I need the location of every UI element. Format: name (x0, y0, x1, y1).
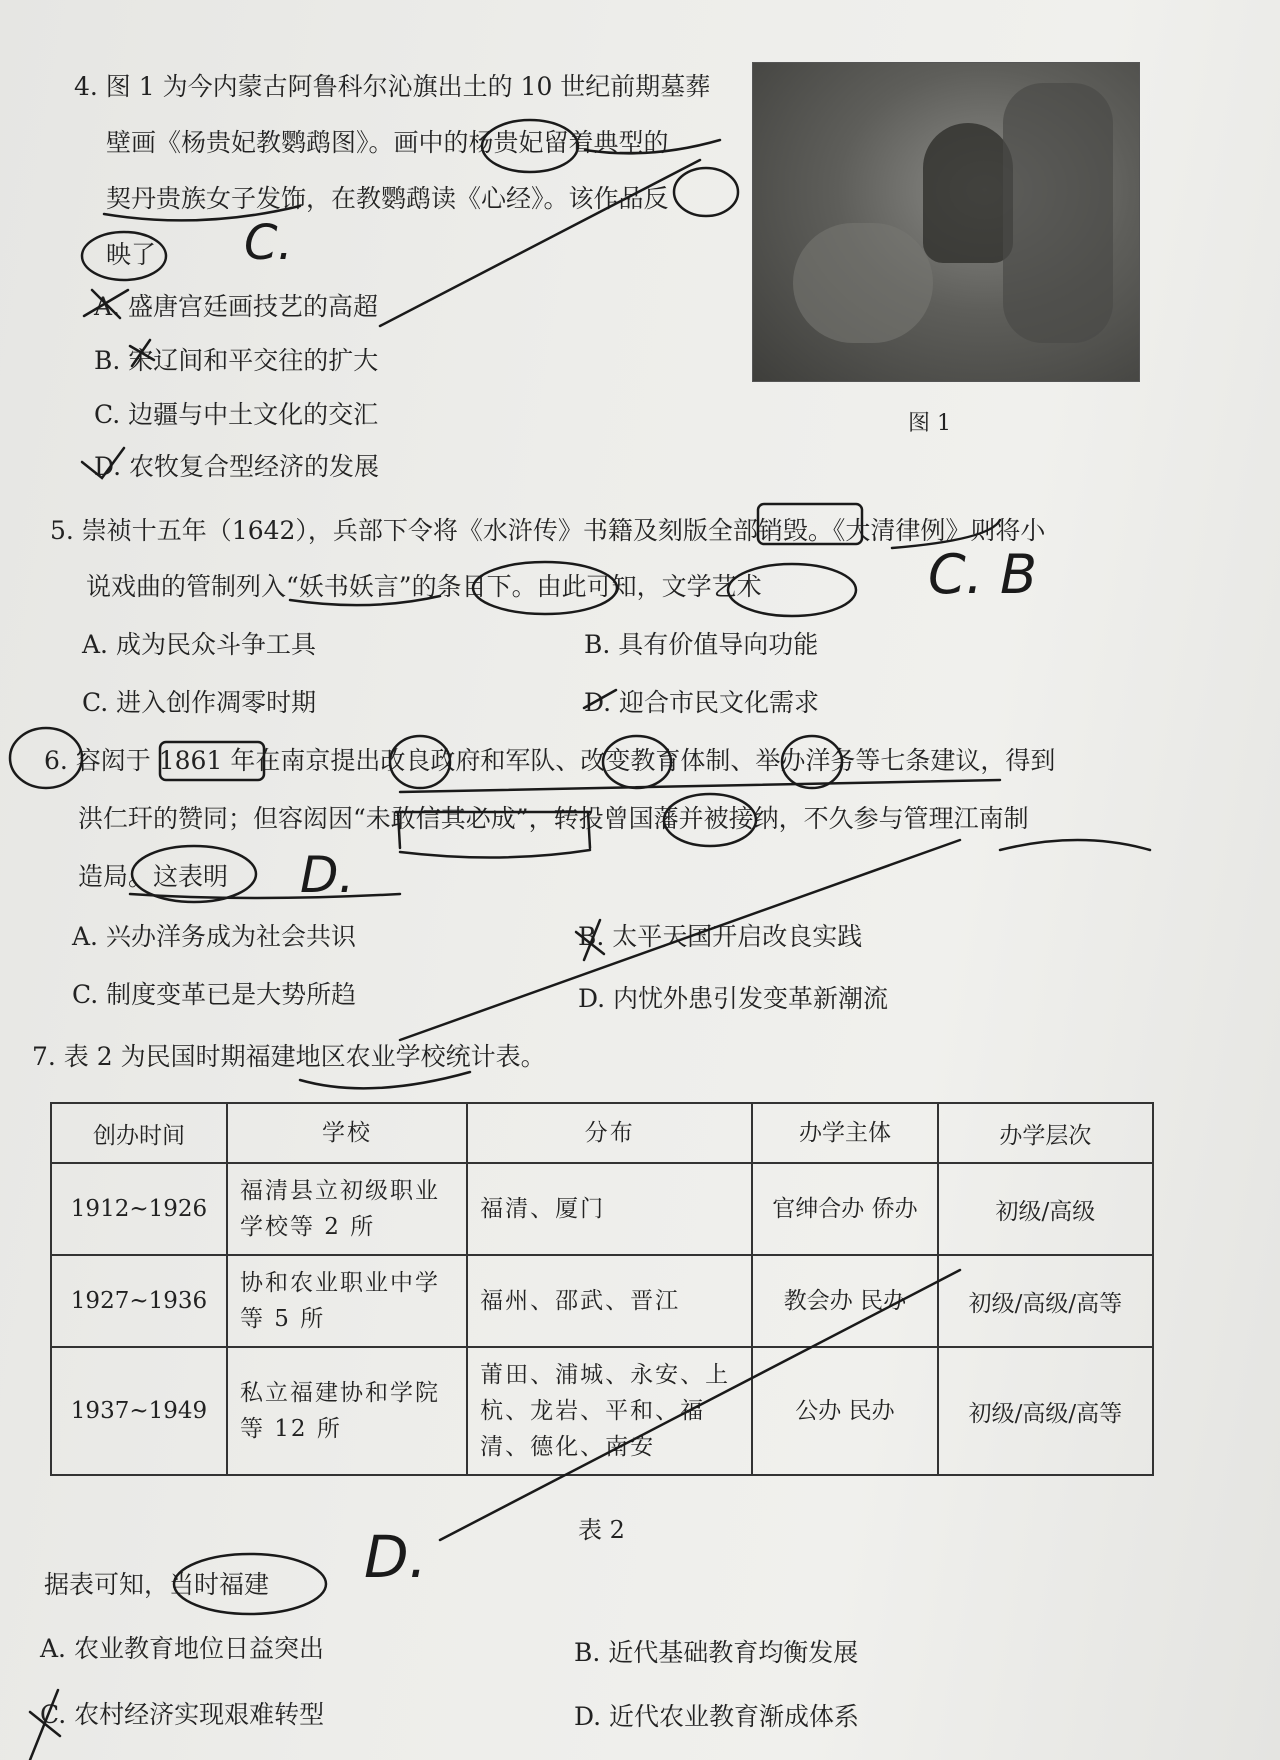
column-header: 分布 (467, 1103, 752, 1163)
q7-option-a: A. 农业教育地位日益突出 (40, 1634, 324, 1663)
column-header: 办学层次 (938, 1103, 1153, 1163)
column-header: 学校 (227, 1103, 467, 1163)
mural-figure-image (752, 62, 1140, 382)
q6-handwritten-answer: D. (300, 846, 355, 904)
q7-stem: 据表可知，当时福建 (44, 1570, 270, 1599)
q4-option-a: A. 盛唐宫廷画技艺的高超 (94, 292, 378, 321)
q5-option-c: C. 进入创作凋零时期 (82, 688, 317, 717)
cell-level: 初级/高级/高等 (938, 1347, 1153, 1475)
cell-school: 福清县立初级职业学校等 2 所 (227, 1163, 467, 1255)
cell-distribution: 福清、厦门 (467, 1163, 752, 1255)
q5-handwritten-answer: C. B (928, 543, 1038, 606)
table-row (51, 1163, 1153, 1255)
q7-intro: 7. 表 2 为民国时期福建地区农业学校统计表。 (32, 1042, 546, 1071)
q7-option-b: B. 近代基础教育均衡发展 (574, 1638, 859, 1667)
cell-distribution: 莆田、浦城、永安、上杭、龙岩、平和、福清、德化、南安 (467, 1347, 752, 1475)
cell-level: 初级/高级 (938, 1163, 1153, 1255)
q6-line-1: 6. 容闳于 1861 年在南京提出改良政府和军队、改变教育体制、举办洋务等七条建议，得到 (44, 746, 1056, 775)
q7-handwritten-answer: D. (364, 1523, 428, 1591)
q5-option-b: B. 具有价值导向功能 (584, 630, 819, 659)
q4-option-c: C. 边疆与中土文化的交汇 (94, 400, 379, 429)
q5-line-1: 5. 崇祯十五年（1642），兵部下令将《水浒传》书籍及刻版全部销毁。《大清律例》则将小 (50, 516, 1046, 545)
q5-option-d: D. 迎合市民文化需求 (584, 688, 820, 717)
q6-option-d: D. 内忧外患引发变革新潮流 (578, 984, 889, 1013)
cell-distribution: 福州、邵武、晋江 (467, 1255, 752, 1347)
column-header: 办学主体 (752, 1103, 937, 1163)
q4-line-2: 壁画《杨贵妃教鹦鹉图》。画中的杨贵妃留着典型的 (106, 128, 669, 157)
q5-option-a: A. 成为民众斗争工具 (82, 630, 316, 659)
q6-option-b: B. 太平天国开启改良实践 (578, 922, 863, 951)
cell-body: 教会办 民办 (752, 1255, 937, 1347)
q4-line-3: 契丹贵族女子发饰，在教鹦鹉读《心经》。该作品反 (106, 184, 669, 213)
figure-caption: 图 1 (908, 411, 951, 436)
q4-line-1: 4. 图 1 为今内蒙古阿鲁科尔沁旗出土的 10 世纪前期墓葬 (74, 72, 711, 101)
cell-school: 协和农业职业中学等 5 所 (227, 1255, 467, 1347)
q7-option-c: C. 农村经济实现艰难转型 (40, 1700, 325, 1729)
column-header: 创办时间 (51, 1103, 227, 1163)
cell-time: 1937~1949 (51, 1347, 227, 1475)
q4-handwritten-answer: C. (244, 215, 293, 271)
table-header-row (51, 1103, 1153, 1163)
table-row (51, 1255, 1153, 1347)
q6-line-3: 造局。这表明 (78, 862, 229, 891)
q6-option-a: A. 兴办洋务成为社会共识 (72, 922, 356, 951)
q7-option-d: D. 近代农业教育渐成体系 (574, 1702, 860, 1731)
cell-body: 公办 民办 (752, 1347, 937, 1475)
cell-time: 1912~1926 (51, 1163, 227, 1255)
q6-line-2: 洪仁玕的赞同；但容闳因“未敢信其必成”，转投曾国藩并被接纳，不久参与管理江南制 (78, 804, 1029, 833)
table-row (51, 1347, 1153, 1475)
table-caption: 表 2 (578, 1516, 625, 1544)
statistics-table (50, 1102, 1154, 1476)
q5-line-2: 说戏曲的管制列入“妖书妖言”的条目下。由此可知，文学艺术 (86, 572, 762, 601)
cell-body: 官绅合办 侨办 (752, 1163, 937, 1255)
q4-option-b: B. 宋辽间和平交往的扩大 (94, 346, 379, 375)
q4-option-d: D. 农牧复合型经济的发展 (94, 452, 380, 481)
cell-school: 私立福建协和学院等 12 所 (227, 1347, 467, 1475)
cell-level: 初级/高级/高等 (938, 1255, 1153, 1347)
q6-option-c: C. 制度变革已是大势所趋 (72, 980, 357, 1009)
cell-time: 1927~1936 (51, 1255, 227, 1347)
q4-line-4: 映了 (106, 240, 157, 269)
